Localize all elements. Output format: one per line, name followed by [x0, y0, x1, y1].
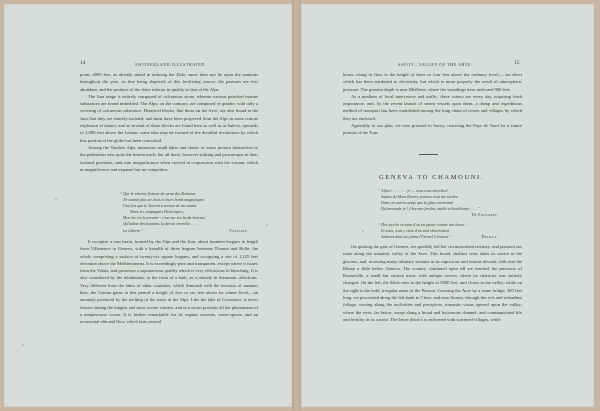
epigraph-attribution-row — [378, 212, 498, 218]
epigraph-line — [378, 234, 498, 240]
section-divider — [419, 154, 438, 155]
epigraph-line: “ Alpes ! . . . . . . . je — vous vous cherchez! — [378, 188, 448, 193]
paragraph: hours, rising in flow to the height of three or four feet above the ordinary level,— an effect which has been attributed to electricity, but which is more properly the result of atmospheric pressure. The greatest depth is near Meillerie, where the soundings have indicated 980 feet. — [343, 72, 522, 92]
epigraph-line: Qu'enrounde je ! j'Aurores ferules, nuelle et bouillonne ; . . .” — [381, 206, 480, 212]
poem-line: Ne soumit plus ces bois et leurs bords magnifiques — [123, 197, 204, 203]
poem-line: “ Que le charme flotteur du tyran des Romains — [120, 191, 196, 196]
body-text-top — [343, 71, 522, 137]
paragraph: Agreeably to our plan, we now proceed to Savoy, reserving the Pays de Vaud for a future portion of the Tour. — [343, 123, 522, 136]
page-number: 14 — [80, 60, 86, 66]
poem-line: Dans les campagnes Helvetiques; — [130, 209, 185, 215]
body-text-bottom — [343, 243, 522, 323]
body-text-bottom — [80, 238, 258, 326]
paragraph: It occupies a vast basin, formed by the Alps and the Jura, about fourteen leagues in length from Villeneuve to Geneva, with a breadth of three leagues between Thonon and Rolle; the whole comprising a surface of twenty-six square leagues, and occupying a site of 1,125 feet elevation above the Mediterranean. It is exceedingly pure and transparent, except where it issues from the Valais; and possesses a saponaceous quality which is very efficacious in bleaching. It is also considered by the inhabitants, in the form of a bath, as a remedy in rheumatic affections. Very different from the lakes of other countries, which diminish with the increase of summer heat, the Leman gains at this period a height of five or six feet above its winter level,—an anomaly produced by the melting of the snow in the Alps. Like the lake of Constance, it never freezes during the longest and most severe winters, and in a storm presents all the phenomena of a tempestuous ocean. It is further remarkable for its regular currents, water-spouts, and an occasional ebb and flow, which lasts several — [80, 239, 258, 325]
paragraph: The Jura range is entirely composed of calcareous stone, wherein various petrified marine substances are found imbedded. The Alps, on the contrary, are composed of granite, with only a covering of calcareous substance. Detached blocks, like those on the Arve, are also found in the Jura; but they are entirely isolated, and must have been projected from the Alps in some remote explosion of nature; and as several of these blocks are found here as well as at Salevo, upwards of 2,000 feet above the Leman, some idea may be formed of the dreadful revolutions by which this portion of the globe has been convulsed. — [80, 93, 258, 143]
paragraph: Among the Vaudois Alps, numerous small lakes and sheets of water present themselves to the pedestrian who quits the beaten track; but all these, however striking and picturesque in their isolated positions, sink into insignificance when viewed in conjunction with the Leman, which in magnificence and expanse has no competitor. — [80, 144, 258, 172]
epigraph-attribution: Delille. — [481, 234, 498, 240]
paper-speck — [362, 230, 364, 232]
epigraph-last-line: Admirez dans ses plans l'Eternel Createur.” — [381, 234, 452, 240]
body-text-top — [80, 71, 258, 173]
chapter-title: GENEVA TO CHAMOUNI. — [379, 174, 484, 181]
poem-quotation — [120, 191, 248, 234]
epigraph-line: Sapins du Mont Envers, pointes vous me cachez — [381, 194, 458, 200]
paper-speck — [22, 344, 24, 346]
paragraph: point, 4000 feet, as already stated in noticing the Dole, snow does not lie upon the summits throughout the year; so that being deprived of this fertilizing source, the pastures are less abundant, and the produce of the dairy inferior in quality to that of the Alps. — [80, 72, 258, 92]
page-number: 15 — [514, 60, 520, 66]
poem-line: Une fois que le Torrent a revenir de ses mains — [123, 203, 197, 209]
poem-line: Mon lac est le premier : c'est sur ses bords heureux — [123, 215, 206, 221]
left-page — [4, 4, 292, 407]
paragraph: On quitting the gate of Geneva, we speedily left her circumscribed territory, and pursued our route along the romantic valley of the Arve. This broad, shallow river takes its source in the glaciers, and, receiving many tributary streams in its capricious and riotous descent, falls into the Rhone a little below Geneva. The country continued open till we reached the precincts of Bonneville, a small but ancient town, with antique towers, where its character was entirely changed. On the left, the Mole rises to the height of 5000 feet, and closes in the valley; while on the right is the bold, irregular mass of the Brezon. Crossing the Arve by a stone bridge, 300 feet long, we proceeded along the left bank to Cluse; and near Sionzy, through the rich and redundant foliage, waving along the acclivities and precipices, romantic vistas opened upon the valley; where the river, far below, swept along a broad and boisterous channel, and communicated life and fertility in its course. The lower district is enlivened with scattered villages, while — [343, 244, 522, 322]
epigraph-de-fontanes — [378, 188, 498, 218]
poem-line: Qu'habite des humains la deesse eternelle . . . . — [123, 221, 199, 227]
running-head: SWITZERLAND ILLUSTRATED. — [135, 62, 207, 67]
right-page — [301, 4, 594, 407]
paper-speck — [55, 198, 57, 200]
running-head: SAVOY—VALLEY OF THE ARVE. — [398, 62, 473, 67]
paragraph: As a medium of local intercourse and traffic, these waters are every day acquiring fresh importance; and, by the recent launch of steam vessels upon them, a cheap and expeditious method of transport has been established among the long chain of towns and villages by which they are enclosed. — [343, 93, 522, 121]
poem-attribution: Voltaire. — [229, 227, 248, 233]
epigraph-line: Dans ces antres neufs que la glace environne — [381, 200, 454, 206]
paper-speck — [266, 224, 268, 226]
epigraph-attribution: De Fontanes. — [471, 212, 498, 218]
epigraph-line: Et vous, vous y vivez d'un seul observateur — [381, 228, 450, 234]
epigraph-line: “ Des siecles ecoutez d'ou est passe comme une heure . . . — [378, 222, 471, 227]
epigraph-delille — [378, 222, 498, 240]
book-gutter — [292, 0, 301, 411]
poem-last-line: La Liberte.” — [123, 227, 144, 233]
poem-line — [120, 228, 248, 234]
